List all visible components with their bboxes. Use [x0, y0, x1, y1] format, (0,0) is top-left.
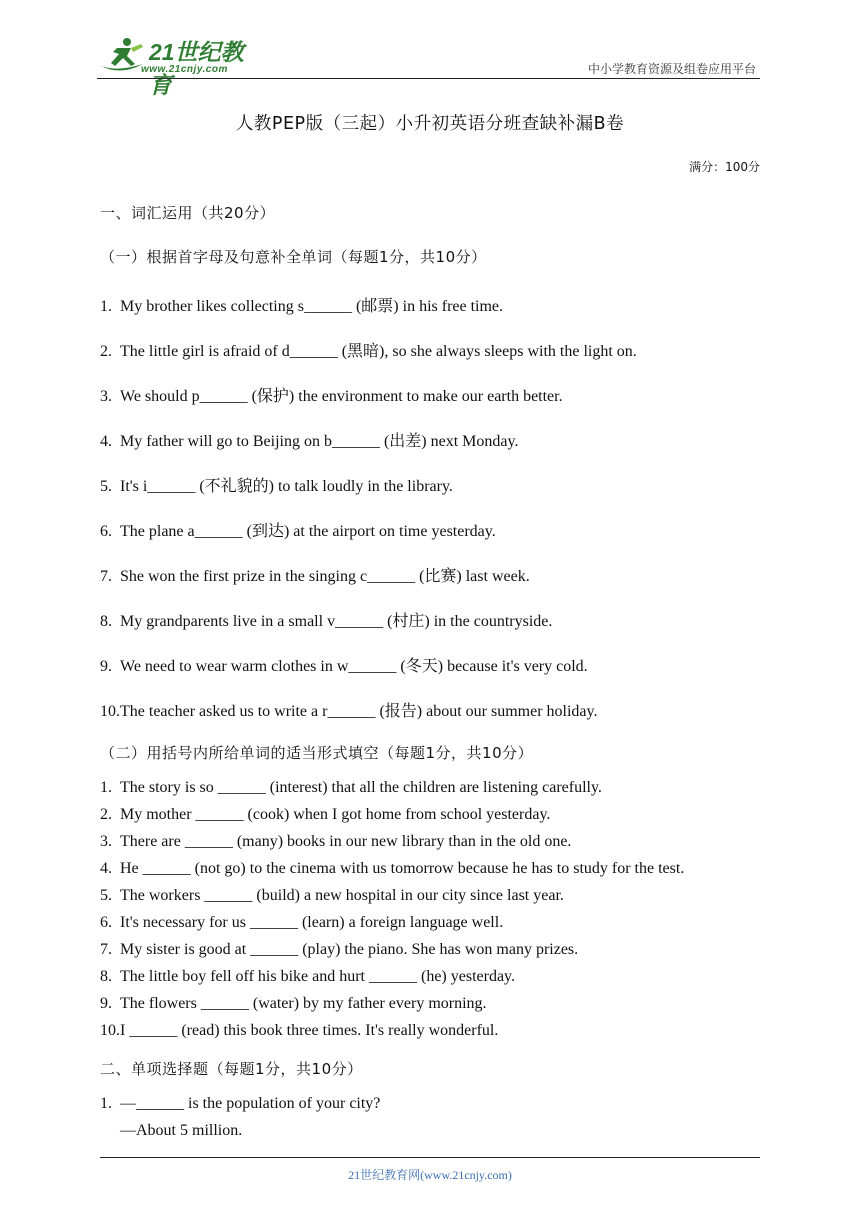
- footer-divider: [100, 1157, 760, 1158]
- question-item: [100, 698, 598, 721]
- subsection-heading-word-forms: （二）用括号内所给单词的适当形式填空（每题1分，共10分）: [100, 744, 534, 762]
- question-item: [100, 563, 530, 586]
- question-item: [100, 833, 571, 851]
- question-item: [100, 860, 684, 878]
- question-text: We need to wear warm clothes in w______ (冬天) because it's very cold.: [120, 658, 588, 675]
- question-text: It's necessary for us ______ (learn) a foreign language well.: [120, 914, 504, 931]
- section-heading-multiple-choice: 二、单项选择题（每题1分，共10分）: [100, 1060, 363, 1078]
- question-item: [100, 608, 552, 631]
- question-item: [100, 887, 564, 905]
- question-text: We should p______ (保护) the environment to make our earth better.: [120, 388, 563, 405]
- question-number: 3.: [100, 388, 112, 405]
- full-score: 满分：100分: [689, 160, 760, 174]
- question-text: The teacher asked us to write a r______ (报告) about our summer holiday.: [120, 703, 598, 720]
- question-item: [100, 1095, 380, 1113]
- question-text: The little boy fell off his bike and hurt ______ (he) yesterday.: [120, 968, 516, 985]
- question-text: My father will go to Beijing on b______ (出差) next Monday.: [120, 433, 519, 450]
- question-text: —______ is the population of your city?: [120, 1095, 381, 1112]
- question-item: [100, 338, 637, 361]
- question-number: 7.: [100, 568, 112, 585]
- question-number: 6.: [100, 523, 112, 540]
- question-text: There are ______ (many) books in our new library than in the old one.: [120, 833, 572, 850]
- question-number: 8.: [100, 968, 112, 985]
- logo-text: 21世纪教育: [149, 39, 244, 98]
- question-item: [100, 968, 515, 986]
- question-text: The workers ______ (build) a new hospital in our city since last year.: [120, 887, 564, 904]
- question-answer-line: [100, 1122, 242, 1140]
- question-number: 10.: [100, 703, 120, 720]
- logo-url: www.21cnjy.com: [141, 64, 228, 75]
- question-item: [100, 1022, 498, 1040]
- logo: [97, 34, 262, 98]
- question-item: [100, 293, 503, 316]
- question-number: 1.: [100, 298, 112, 315]
- question-number: 8.: [100, 613, 112, 630]
- question-text: It's i______ (不礼貌的) to talk loudly in the library.: [120, 478, 453, 495]
- question-text: The plane a______ (到达) at the airport on time yesterday.: [120, 523, 496, 540]
- question-item: [100, 779, 602, 797]
- question-number: 5.: [100, 887, 112, 904]
- question-text: The flowers ______ (water) by my father every morning.: [120, 995, 487, 1012]
- question-text: The story is so ______ (interest) that all the children are listening carefully.: [120, 779, 602, 796]
- question-item: [100, 428, 518, 451]
- platform-name: 中小学教育资源及组卷应用平台: [587, 62, 756, 76]
- question-text: She won the first prize in the singing c______ (比赛) last week.: [120, 568, 530, 585]
- question-number: 3.: [100, 833, 112, 850]
- question-item: [100, 473, 453, 496]
- question-number: 9.: [100, 658, 112, 675]
- question-number: 5.: [100, 478, 112, 495]
- question-text: My mother ______ (cook) when I got home from school yesterday.: [120, 806, 551, 823]
- section-heading-vocabulary: 一、词汇运用（共20分）: [100, 204, 276, 222]
- question-number: 6.: [100, 914, 112, 931]
- page-header: [97, 34, 760, 98]
- question-item: [100, 941, 578, 959]
- question-item: [100, 383, 563, 406]
- question-text: My grandparents live in a small v______ (村庄) in the countryside.: [120, 613, 553, 630]
- question-item: [100, 995, 487, 1013]
- question-text: The little girl is afraid of d______ (黑暗), so she always sleeps with the light on.: [120, 343, 637, 360]
- question-number: 4.: [100, 860, 112, 877]
- runner-logo-icon: [97, 36, 147, 74]
- question-number: 2.: [100, 343, 112, 360]
- question-text: I ______ (read) this book three times. It's really wonderful.: [120, 1022, 499, 1039]
- question-item: [100, 914, 503, 932]
- question-text: —About 5 million.: [120, 1122, 243, 1139]
- question-number: 9.: [100, 995, 112, 1012]
- header-divider: [97, 78, 760, 79]
- question-item: [100, 518, 496, 541]
- question-item: [100, 653, 588, 676]
- question-number: 4.: [100, 433, 112, 450]
- page-title: 人教PEP版（三起）小升初英语分班查缺补漏B卷: [235, 114, 625, 134]
- question-number: 10.: [100, 1022, 120, 1039]
- question-text: He ______ (not go) to the cinema with us tomorrow because he has to study for the test.: [120, 860, 685, 877]
- question-number: 1.: [100, 1095, 112, 1112]
- question-number: 7.: [100, 941, 112, 958]
- page-footer: 21世纪教育网(www.21cnjy.com): [348, 1168, 512, 1182]
- question-item: [100, 806, 550, 824]
- question-text: My brother likes collecting s______ (邮票) in his free time.: [120, 298, 504, 315]
- question-number: 1.: [100, 779, 112, 796]
- subsection-heading-initials: （一）根据首字母及句意补全单词（每题1分，共10分）: [100, 248, 487, 266]
- question-text: My sister is good at ______ (play) the piano. She has won many prizes.: [120, 941, 579, 958]
- question-number: 2.: [100, 806, 112, 823]
